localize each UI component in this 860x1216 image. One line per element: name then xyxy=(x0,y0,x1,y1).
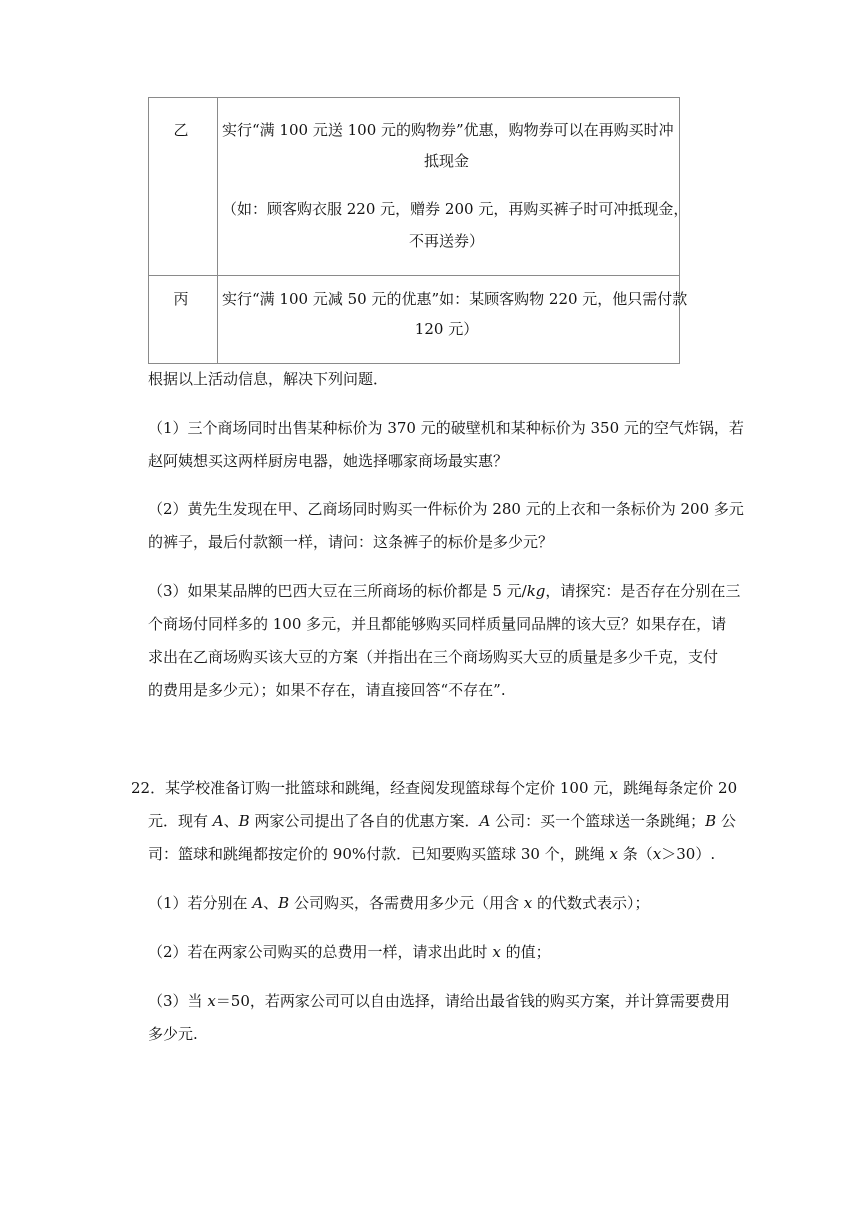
yi-example-line2: 不再送券） xyxy=(408,232,484,250)
q21-intro: 根据以上活动信息，解决下列问题． xyxy=(148,370,389,388)
q21-part3-line4: 的费用是多少元）；如果不存在，请直接回答“不存在”. xyxy=(148,681,506,699)
yi-rule-line1: 实行“满 100 元送 100 元的购物券”优惠，购物券可以在再购买时冲 xyxy=(222,121,674,139)
q22-part3-line2: 多少元. xyxy=(148,1025,198,1043)
q22-part1: （1）若分别在 A、B 公司购买，各需费用多少元（用含 x 的代数式表示）； xyxy=(148,894,650,912)
q22-line3: 司：篮球和跳绳都按定价的 90%付款．已知要购买篮球 30 个，跳绳 x 条（x＞30）. xyxy=(148,845,716,863)
q22-part2: （2）若在两家公司购买的总费用一样，请求出此时 x 的值； xyxy=(148,943,551,961)
q22-part3-line1: （3）当 x＝50，若两家公司可以自由选择，请给出最省钱的购买方案，并计算需要费用 xyxy=(148,992,730,1010)
q21-part1-line2: 赵阿姨想买这两样厨房电器，她选择哪家商场最实惠？ xyxy=(148,452,509,470)
q22-line1: 22．某学校准备订购一批篮球和跳绳，经查阅发现篮球每个定价 100 元，跳绳每条定价 20 xyxy=(131,779,738,797)
q21-part2-line1: （2）黄先生发现在甲、乙商场同时购买一件标价为 280 元的上衣和一条标价为 200 多元 xyxy=(148,500,744,518)
yi-rule-line2: 抵现金 xyxy=(423,152,469,170)
bing-rule-line1: 实行“满 100 元减 50 元的优惠”如：某顾客购物 220 元，他只需付款 xyxy=(222,290,688,308)
q21-part3-line2: 个商场付同样多的 100 多元，并且都能够购买同样质量同品牌的该大豆？如果存在，请 xyxy=(148,615,727,633)
q21-part1-line1: （1）三个商场同时出售某种标价为 370 元的破壁机和某种标价为 350 元的空气炸锅，若 xyxy=(148,419,744,437)
table-label-bing: 丙 xyxy=(173,290,189,308)
q21-part2-line2: 的裤子，最后付款额一样，请问：这条裤子的标价是多少元？ xyxy=(148,533,554,551)
yi-example-line1: （如：顾客购衣服 220 元，赠券 200 元，再购买裤子时可冲抵现金， xyxy=(222,200,689,218)
bing-rule-line2: 120 元） xyxy=(414,320,479,338)
table-label-yi: 乙 xyxy=(173,121,189,139)
q22-line2: 元．现有 A、B 两家公司提出了各自的优惠方案．A 公司：买一个篮球送一条跳绳；B 公 xyxy=(148,812,736,830)
q21-part3-line1: （3）如果某品牌的巴西大豆在三所商场的标价都是 5 元/kg，请探究：是否存在分别在三 xyxy=(148,582,741,600)
unit-kg: kg xyxy=(526,582,546,600)
q21-part3-line3: 求出在乙商场购买该大豆的方案（并指出在三个商场购买大豆的质量是多少千克，支付 xyxy=(148,648,719,666)
